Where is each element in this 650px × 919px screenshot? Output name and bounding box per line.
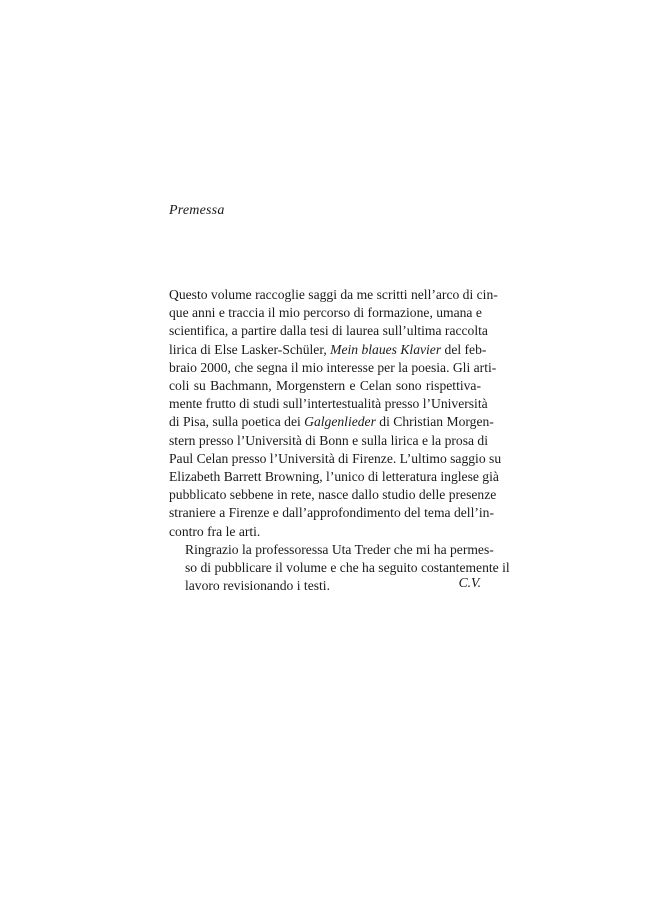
body-text <box>169 286 510 595</box>
text-run: di Christian Morgen- <box>375 414 494 430</box>
text-line: que anni e traccia il mio percorso di formazione, umana e <box>169 305 482 321</box>
text-line: Elizabeth Barrett Browning, l’unico di letteratura inglese già <box>169 469 499 485</box>
text-line: Questo volume raccoglie saggi da me scritti nell’arco di cin- <box>169 287 498 302</box>
book-title: Mein blaues Klavier <box>330 341 442 357</box>
text-line: contro fra le arti. <box>169 523 261 539</box>
text-line: braio 2000, che segna il mio interesse per la poesia. Gli arti- <box>169 359 497 375</box>
text-line: lavoro revisionando i testi. <box>185 578 330 594</box>
text-run: lirica di Else Lasker-Schüler, <box>169 341 331 357</box>
text-line: Ringrazio la professoressa Uta Treder che mi ha permes- <box>185 541 494 557</box>
section-heading: Premessa <box>169 203 225 218</box>
text-line: straniere a Firenze e dall’approfondimento del tema dell’in- <box>169 505 494 521</box>
book-title: Galgenlieder <box>304 414 376 430</box>
text-line: stern presso l’Università di Bonn e sulla lirica e la prosa di <box>169 432 488 448</box>
text-line: mente frutto di studi sull’intertestualità presso l’Università <box>169 396 488 412</box>
text-line: coli su Bachmann, Morgenstern e Celan sono rispettiva- <box>169 378 481 394</box>
text-line: pubblicato sebbene in rete, nasce dallo studio delle presenze <box>169 487 497 503</box>
text-line: Paul Celan presso l’Università di Firenze. L’ultimo saggio su <box>169 450 502 466</box>
text-line: scientifica, a partire dalla tesi di laurea sull’ultima raccolta <box>169 323 488 339</box>
text-line: so di pubblicare il volume e che ha seguito costantemente il <box>185 560 510 576</box>
paragraph-1 <box>169 286 502 541</box>
author-signature: C.V. <box>458 575 481 590</box>
text-run: di Pisa, sulla poetica dei <box>169 414 305 430</box>
text-line <box>169 341 487 359</box>
text-line <box>169 413 494 431</box>
text-run: del feb- <box>441 341 487 357</box>
